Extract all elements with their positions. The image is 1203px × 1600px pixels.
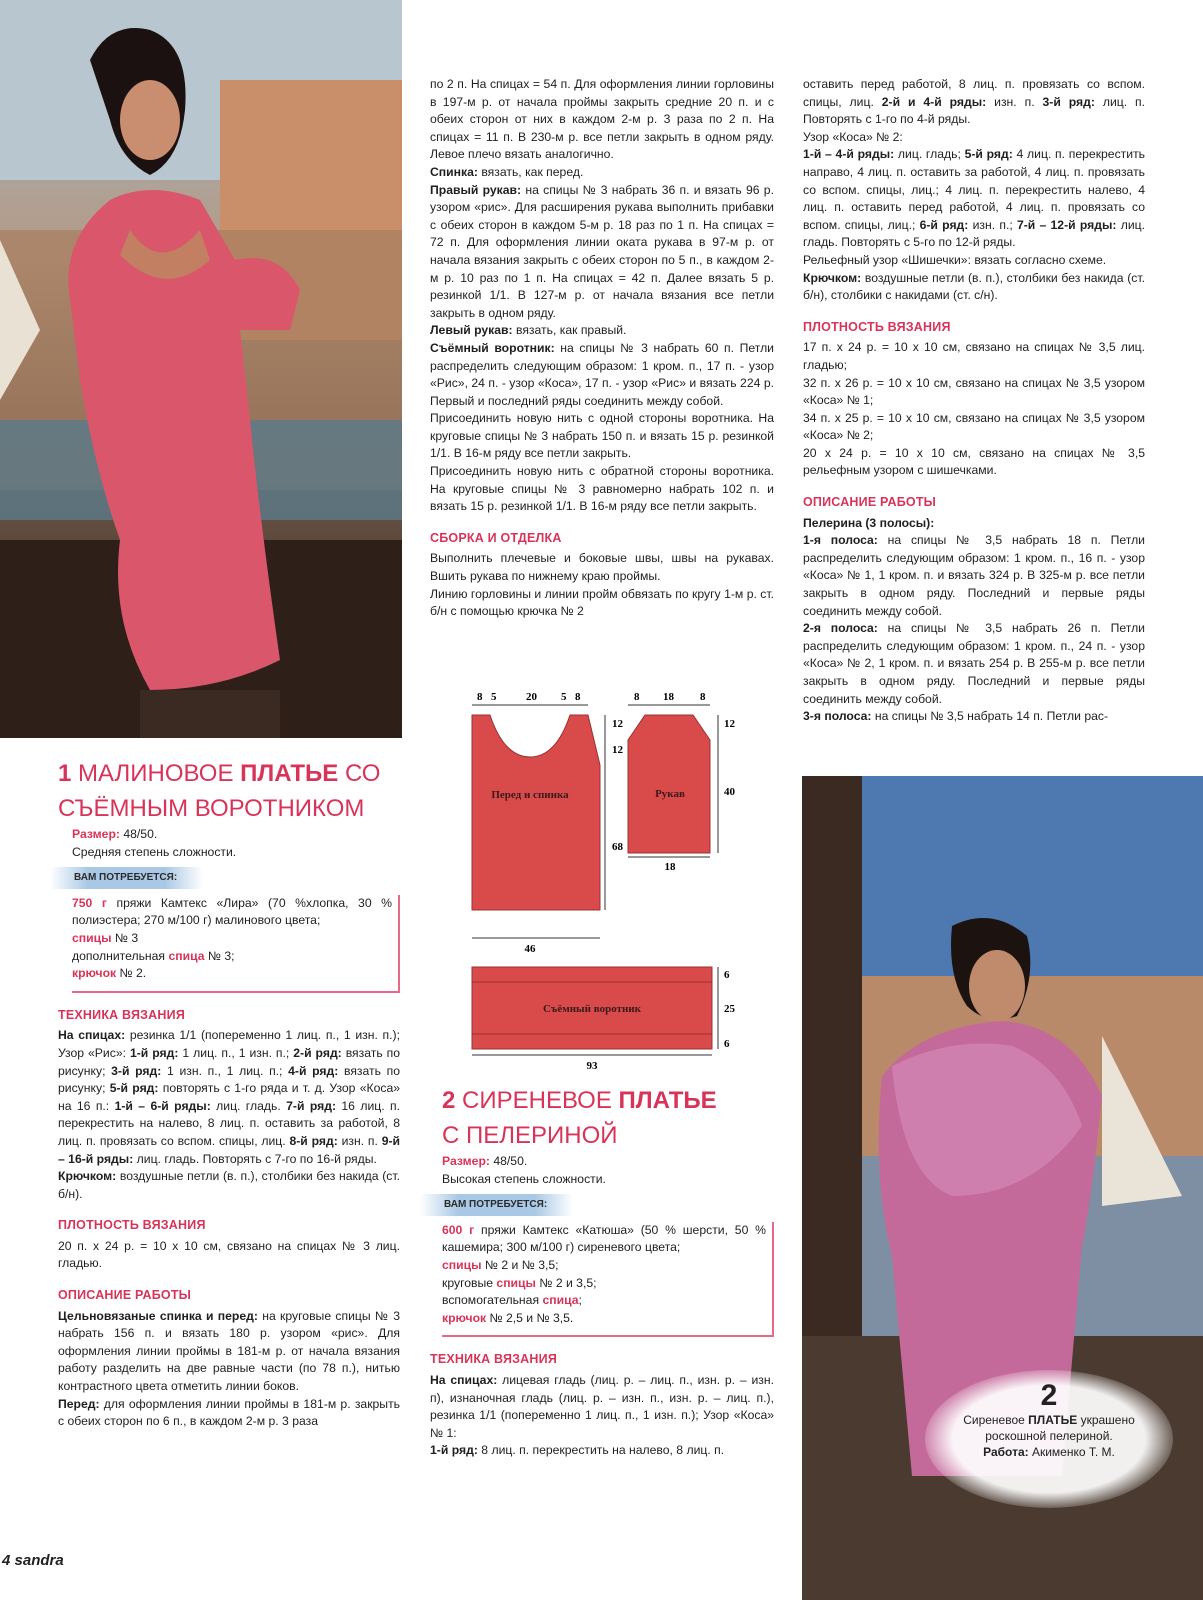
collar-piece: [472, 967, 736, 1072]
description-text: 2-я полоса: на спицы № 3,5 набрать 26 п. Петли распределить следующим образом: 1 кром. п., 24 п. - узор «Коса» № 2, 1 кром. п. и вязать 254 р. В 255-м р. все петли закрыть в одном ряду. Последний и первые ряды соединить между собой.: [803, 621, 1145, 706]
needs-badge: ВАМ ПОТРЕБУЕТСЯ:: [50, 867, 203, 889]
description-heading: ОПИСАНИЕ РАБОТЫ: [58, 1288, 192, 1303]
brand-name: sandra: [14, 1552, 64, 1569]
technique-heading: ТЕХНИКА ВЯЗАНИЯ: [58, 1007, 186, 1022]
instruction-text: оставить перед работой, 8 лиц. п. провязать со вспом. спицы, лиц. 2-й и 4-й ряды: изн. п. 3-й ряд: лиц. п. Повторять с 1-го по 4-й ряды.: [803, 77, 1146, 127]
pattern-schematic: [460, 685, 750, 1075]
collar-label: Съёмный воротник: [542, 1003, 642, 1015]
front-back-label: Перед и спинка: [491, 789, 569, 801]
material-item: дополнительная спица № 3;: [72, 948, 235, 963]
dim-label: 46: [524, 943, 536, 955]
title-word: СИРЕНЕВОЕ: [462, 1087, 612, 1114]
dim-label: 6: [724, 969, 730, 981]
dim-label: 8: [634, 691, 640, 703]
density-text: 34 п. х 25 р. = 10 х 10 см, связано на спицах № 3,5 узором «Коса» № 2;: [803, 410, 1145, 443]
middle-column: [430, 76, 774, 621]
project1-column: [58, 756, 400, 1431]
material-item: 750 г пряжи Камтекс «Лира» (70 %хлопка, 30 % полиэстера; 270 м/100 г) малинового цвета;: [72, 895, 393, 928]
title-word-bold: ПЛАТЬЕ: [240, 760, 339, 787]
title-line-2: С ПЕЛЕРИНОЙ: [442, 1122, 618, 1149]
instruction-text: Рельефный узор «Шишечки»: вязать согласно схеме.: [803, 252, 1107, 267]
material-item: крючок № 2.: [72, 966, 147, 981]
dim-label: 6: [724, 1038, 730, 1050]
needs-badge: ВАМ ПОТРЕБУЕТСЯ:: [420, 1194, 573, 1216]
density-heading: ПЛОТНОСТЬ ВЯЗАНИЯ: [803, 319, 951, 334]
assembly-heading: СБОРКА И ОТДЕЛКА: [430, 530, 562, 545]
density-text: 20 х 24 р. = 10 х 10 см, связано на спицах № 3,5 рельефным узором с шишечками.: [803, 445, 1145, 478]
description-text: Цельновязаные спинка и перед: на круговые спицы № 3 набрать 156 п. и вязать 180 р. узором «рис». Для оформления линии проймы в 181-м р. от начала вязания работу разделить на две равные части (по 78 п.), нитью контрастного цвета отметить линии боков.: [58, 1308, 400, 1394]
instruction-text: Правый рукав: на спицы № 3 набрать 36 п. и вязать 96 р. узором «рис». Для расширения рукава выполнить прибавки с обеих сторон в каждом 5-м р. 18 раз по 1 п. На спицах = 72 п. Для оформления линии оката рукава в 97-м р. от начала вязания закрыть с обеих сторон по 5 п., в каждом 2-м р. 10 раз по 1 п. На спицах = 42 п. Далее вязать 5 р. резинкой 1/1. В 127-м р. от начала вязания все петли закрыть в одном ряду.: [430, 182, 774, 320]
dim-label: 40: [724, 786, 735, 798]
instruction-text: Присоединить новую нить с одной стороны воротника. На круговые спицы № 3 набрать 150 п. и вязать 15 р. резинкой 1/1. В 16-м ряду все петли закрыть.: [430, 411, 774, 461]
instruction-text: по 2 п. На спицах = 54 п. Для оформления линии горловины в 197-м р. от начала проймы закрыть средние 20 п. и с обеих сторон от них в каждом 2-м р. 3 раза по 2 п. На спицах = 11 п. В 230-м р. все петли закрыть в одном ряду. Левое плечо вязать аналогично.: [430, 77, 774, 162]
size-label: Размер:: [72, 827, 120, 841]
difficulty: Средняя степень сложности.: [72, 844, 237, 859]
sleeve-piece: [628, 691, 736, 873]
project1-title: [58, 756, 400, 826]
size-value: 48/50.: [493, 1154, 528, 1168]
dim-label: 18: [663, 691, 674, 703]
woman-red-dress-photo-icon: [0, 0, 402, 738]
difficulty: Высокая степень сложности.: [442, 1171, 606, 1186]
density-text: 32 п. х 26 р. = 10 х 10 см, связано на спицах № 3,5 узором «Коса» № 1;: [803, 375, 1145, 408]
project-number: 2: [442, 1087, 456, 1114]
title-word: СО: [344, 760, 381, 787]
technique-text: 1-й ряд: 8 лиц. п. перекрестить на налево, 8 лиц. п.: [430, 1443, 725, 1458]
caption-number: 2: [1040, 1379, 1058, 1412]
size-value: 48/50.: [123, 827, 158, 841]
materials-list: [72, 895, 400, 993]
dim-label: 25: [724, 1003, 735, 1015]
caption-line-1: Сиреневое ПЛАТЬЕ украшено: [963, 1413, 1135, 1427]
instruction-text: Съёмный воротник: на спицы № 3 набрать 60 п. Петли распределить следующим образом: 1 кром. п., 17 п. - узор «Рис», 24 п. - узор «Коса», 17 п. - узор «Рис» и вязать 224 р. Первый и последний ряды соединить между собой.: [430, 340, 774, 408]
instruction-text: 1-й – 4-й ряды: лиц. гладь; 5-й ряд: 4 лиц. п. перекрестить направо, 4 лиц. п. оставить за работой, 4 лиц. п. провязать со вспом. спицы, лиц.; 4 лиц. п. перекрестить налево, 4 лиц. п. оставить перед работой, 4 лиц. п. провязать со вспом. спицы, лиц.; 6-й ряд: изн. п.; 7-й – 12-й ряды: лиц. гладь. Повторять с 5-го по 12-й ряды.: [803, 147, 1146, 250]
crochet-text: Крючком: воздушные петли (в. п.), столбики без накида (ст. б/н).: [58, 1169, 400, 1201]
dim-label: 8: [477, 691, 483, 703]
instruction-text: Узор «Коса» № 2:: [803, 129, 903, 144]
dim-label: 5: [491, 691, 497, 703]
material-item: крючок № 2,5 и № 3,5.: [442, 1310, 574, 1325]
materials-list: [442, 1222, 774, 1338]
project2-title: [442, 1083, 774, 1153]
dim-label: 8: [575, 691, 581, 703]
material-item: спицы № 2 и № 3,5;: [442, 1257, 559, 1272]
photo-caption: [925, 1370, 1173, 1508]
technique-text: На спицах: резинка 1/1 (попеременно 1 лиц. п., 1 изн. п.); Узор «Рис»: 1-й ряд: 1 лиц. п., 1 изн. п.; 2-й ряд: вязать по рисунку; 3-й ряд: 1 изн. п., 1 лиц. п.; 4-й ряд: вязать по рисунку; 5-й ряд: повторять с 1-го ряда и т. д. Узор «Коса» на 16 п.: 1-й – 6-й ряды: лиц. гладь. 7-й ряд: 16 лиц. п. перекрестить на налево, 8 лиц. п. оставить за работой, 8 лиц. п. провязать со вспом. спицы, лиц. 8-й ряд: изн. п. 9-й – 16-й ряды: лиц. гладь. Повторять с 7-го по 16-й ряды.: [58, 1028, 401, 1166]
dim-label: 5: [561, 691, 567, 703]
instruction-text: Крючком: воздушные петли (в. п.), столбики без накида (ст. б/н), столбики с накидами (ст. с/н).: [803, 270, 1145, 303]
material-item: спицы № 3: [72, 930, 139, 945]
dim-label: 12: [612, 718, 623, 730]
instruction-text: Левый рукав: вязать, как правый.: [430, 323, 627, 338]
title-word-bold: ПЛАТЬЕ: [618, 1087, 717, 1114]
dim-label: 8: [700, 691, 706, 703]
dim-label: 18: [664, 861, 676, 873]
caption-author: Работа: Акименко Т. М.: [983, 1445, 1115, 1459]
description-text: Пелерина (3 полосы):: [803, 515, 935, 530]
material-item: вспомогательная спица;: [442, 1293, 582, 1308]
size-label: Размер:: [442, 1154, 490, 1168]
title-line-2: СЪЁМНЫМ ВОРОТНИКОМ: [58, 795, 365, 822]
description-text: 1-я полоса: на спицы № 3,5 набрать 18 п. Петли распределить следующим образом: 1 кром. п., 16 п. - узор «Коса» № 1, 1 кром. п. и вязать 324 р. В 325-м р. все петли закрыть в одном ряду. Последний и первые ряды соединить между собой.: [803, 533, 1145, 618]
technique-text: На спицах: лицевая гладь (лиц. р. – лиц. п., изн. р. – изн. п), изнаночная гладь (лиц. р. – изн. п., изн. р. – лиц. п.), резинка 1/1 (попеременно 1 лиц. п., 1 изн. п.); Узор «Коса» № 1:: [430, 1372, 774, 1440]
dim-label: 93: [586, 1060, 598, 1072]
density-heading: ПЛОТНОСТЬ ВЯЗАНИЯ: [58, 1218, 206, 1233]
dim-label: 12: [612, 744, 623, 756]
project2-column: [430, 1083, 774, 1460]
instruction-text: Присоединить новую нить с обратной стороны воротника. На круговые спицы № 3 равномерно набрать 102 п. и вязать 15 р. резинкой 1/1. В 16-м ряду все петли закрыть.: [430, 464, 774, 514]
front-back-piece: [472, 691, 624, 955]
material-item: круговые спицы № 2 и 3,5;: [442, 1275, 597, 1290]
material-item: 600 г пряжи Камтекс «Катюша» (50 % шерсти, 50 % кашемира; 300 м/100 г) сиреневого цвета;: [442, 1222, 766, 1255]
technique-heading: ТЕХНИКА ВЯЗАНИЯ: [430, 1352, 558, 1367]
density-text: 17 п. х 24 р. = 10 х 10 см, связано на спицах № 3,5 лиц. гладью;: [803, 340, 1145, 372]
instruction-text: Спинка: вязать, как перед.: [430, 164, 584, 179]
dim-label: 12: [724, 718, 735, 730]
right-column: [803, 76, 1145, 726]
sleeve-label: Рукав: [655, 788, 685, 800]
caption-line-2: роскошной пелериной.: [985, 1429, 1113, 1443]
assembly-text: Выполнить плечевые и боковые швы, швы на рукавах. Вшить рукава по нижнему краю проймы.: [430, 551, 774, 584]
dim-label: 20: [526, 691, 537, 703]
project-number: 1: [58, 760, 72, 787]
title-word: МАЛИНОВОЕ: [78, 760, 234, 787]
density-text: 20 п. х 24 р. = 10 х 10 см, связано на спицах № 3 лиц. гладью.: [58, 1238, 400, 1271]
description-heading: ОПИСАНИЕ РАБОТЫ: [803, 495, 937, 510]
dim-label: 68: [612, 841, 623, 853]
assembly-text: Линию горловины и линии пройм обвязать по кругу 1-м р. ст. б/н с помощью крючка № 2: [430, 586, 774, 619]
description-text: 3-я полоса: на спицы № 3,5 набрать 14 п. Петли рас-: [803, 709, 1109, 724]
page-footer: [2, 1552, 64, 1569]
page-number: 4: [2, 1552, 11, 1569]
photo-red-dress: [0, 0, 402, 738]
description-text: Перед: для оформления линии проймы в 181-м р. закрыть с обеих сторон по 6 п., в каждом 2-м р. 3 раза: [58, 1396, 400, 1429]
